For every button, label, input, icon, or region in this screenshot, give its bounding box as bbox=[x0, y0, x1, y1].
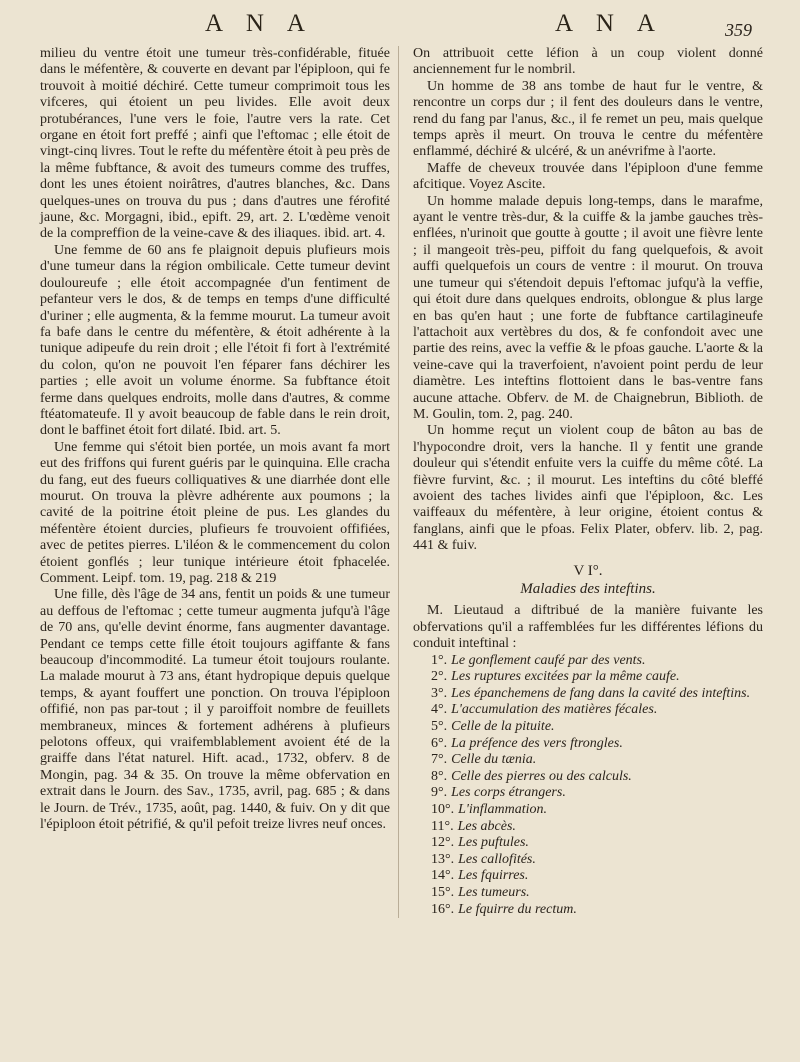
paragraph: Une fille, dès l'âge de 34 ans, fentit un poids & une tumeur au deffous de l'eftomac ; cette tumeur augmenta jufqu'à l'âge de 70 ans, qu'elle devint énorme, fans augmenter davantage. Pendant ce temps cette fille étoit toujours agiffante & fans beaucoup d'incommodité. La tumeur étoit toujours roulante. La malade mourut à 73 ans, étant hydropique depuis quelque temps, & ayant fouffert une ponction. On trouva l'épiploon offifié, non pas par-tout ; il y paroiffoit nombre de feuillets membraneux, minces & fortement adhérens à plufieurs pelotons offeux, qui vraifemblablement avoient été de la graiffe dans l'état naturel. Hift. acad., 1732, obferv. 8 de Mongin, pag. 34 & 35. On trouve la même obfervation en extrait dans le Journ. des Sav., 1735, avril, pag. 685 ; & dans le Journ. de Trév., 1735, août, pag. 1440, & fuiv. On y dit que l'épiploon étoit pétrifié, & qu'il pefoit treize livres neuf onces. bbox=[40, 587, 390, 833]
list-item: 13°. Les callofités. bbox=[431, 851, 536, 867]
paragraph: Une femme de 60 ans fe plaignoit depuis plufieurs mois d'une tumeur dans la région ombilicale. Cette tumeur devint douloureufe ; elle étoit accompagnée d'un fentiment de pefanteur vers le dos, & de temps en temps d'une difficulté d'uriner ; elle augmenta, & la femme mourut. La tumeur avoit fa bafe dans le centre du méfentère, & étoit adhérente à la tunique adipeufe du rein droit ; elle l'étoit fi fort à l'extrémité du colon, qu'on ne pouvoit l'en féparer fans déchirer les parties ; elle avoit un volume énorme. Sa fubftance étoit ferme dans quelques endroits, molle dans d'autres, & comme ftéatomateufe. Il y avoit beaucoup de fable dans le rein droit, dont le baffinet étoit fort dilaté. Ibid. art. 5. bbox=[40, 242, 390, 439]
list-item: 8°. Celle des pierres ou des calculs. bbox=[431, 768, 632, 784]
list-item: 3°. Les épanchemens de fang dans la cavité des inteftins. bbox=[431, 685, 751, 701]
page-number: 359 bbox=[725, 20, 752, 40]
list-item: 9°. Les corps étrangers. bbox=[431, 785, 566, 801]
paragraph: milieu du ventre étoit une tumeur très-confidérable, fituée dans le méfentère, & couverte en devant par l'épiploon, qui fe trouvoit à moitié déchiré. Cette tumeur comprimoit tous les vifceres, qui étoient un peu livides. Elle avoit deux protubérances, l'une vers le foie, l'autre vers la rate. Cet organe en étoit fort preffé ; ainfi que l'eftomac ; elle étoit de vingt-cinq livres. Tout le refte du méfentère étoit à peu près de la même fubftance, & avoit des tumeurs comme des truffes, dont les unes étoient noirâtres, d'autres blanches, &c. Dans quelques-unes on trouva du pus ; dans d'autres une férofité jaune, &c. Morgagni, ibid., epift. 29, art. 2. L'œdème venoit de la compreffion de la veine-cave & des iliaques. ibid. art. 4. bbox=[40, 46, 390, 242]
paragraph: Un homme reçut un violent coup de bâton au bas de l'hypocondre droit, vers la hanche. Il y fentit une grande douleur qui s'étendit enfuite vers la cuiffe du même côté. La fièvre furvint, &c. ; il mourut. Les inteftins du côté bleffé avoient des taches livides ainfi que l'épiploon, &c. Les vaiffeaux du méfentère, à leur origine, étoient contus & fanglans, ainfi que le pfoas. Felix Plater, obferv. lib. 2, pag. 441 & fuiv. bbox=[413, 423, 763, 554]
left-column bbox=[40, 46, 399, 918]
paragraph: On attribuoit cette léfion à un coup violent donné anciennement fur le nombril. bbox=[413, 46, 763, 78]
list-item: 6°. La préfence des vers ftrongles. bbox=[431, 735, 623, 751]
list-item: 11°. Les abcès. bbox=[431, 818, 516, 834]
section-number: V I°. bbox=[573, 562, 603, 579]
running-head-left: A N A bbox=[205, 10, 314, 37]
list-item: 1°. Le gonflement caufé par des vents. bbox=[431, 652, 646, 668]
paragraph: Une femme qui s'étoit bien portée, un mois avant fa mort eut des friffons qui furent guéris par le quinquina. Elle cracha du fang, eut des fueurs colliquatives & une diarrhée dont elle mourut. On trouva la plèvre adhérente aux poumons ; la cavité de la poitrine étoit pleine de pus. Les glandes du méfentère étoient durcies, plufieurs fe trouvoient offifiées, avec de petites pierres. L'iléon & le commencement du colon étoient gonflés ; leur tunique intérieure étoit fphacelée. Comment. Leipf. tom. 19, pag. 218 & 219 bbox=[40, 439, 390, 586]
maladies-list bbox=[413, 653, 763, 919]
list-item: 14°. Les fquirres. bbox=[431, 868, 529, 884]
paragraph: Un homme de 38 ans tombe de haut fur le ventre, & rencontre un corps dur ; il fent des douleurs dans le ventre, rend du fang par l'anus, &c., il fe remet un peu, mais quelque temps après il meurt. On trouva le centre du méfentère enflammé, déchiré & ulcéré, & un anévrifme à l'aorte. bbox=[413, 78, 763, 160]
paragraph: Un homme malade depuis long-temps, dans le marafme, ayant le ventre très-dur, & la cuiffe & la jambe gauches très-enflées, n'urinoit que goutte à goutte ; il avoit une fièvre lente ; il mangeoit très-peu, piffoit du fang quelquefois, & avoit auffi quelquefois un cours de ventre : il mourut. On trouva une tumeur qui s'étendoit depuis l'eftomac jufqu'à la veffie, qui étoit dure dans quelques endroits, oblongue & plus large en bas qu'en haut ; une forte de fubftance cartilagineufe l'attachoit aux vertèbres du dos, & fe confondoit avec une partie des reins, avec la veffie & le pfoas gauche. L'aorte & la veine-cave qui la traverfoient, n'avoient point perdu de leur diamètre. Les inteftins flottoient dans le bas-ventre fans aucune attache. Obferv. de M. de Chaignebrun, Biblioth. de M. Goulin, tom. 2, pag. 240. bbox=[413, 193, 763, 422]
list-item: 10°. L'inflammation. bbox=[431, 801, 548, 817]
section-intro: M. Lieutaud a diftribué de la manière fuivante les obfervations qu'il a raffemblées fur les différentes léfions du conduit inteftinal : bbox=[413, 603, 763, 652]
running-head-right: A N A bbox=[555, 10, 664, 37]
section-title: Maladies des inteftins. bbox=[520, 581, 656, 597]
running-head bbox=[40, 8, 782, 46]
list-item: 2°. Les ruptures excitées par la même caufe. bbox=[431, 669, 680, 685]
list-item: 4°. L'accumulation des matières fécales. bbox=[431, 702, 658, 718]
list-item: 12°. Les puftules. bbox=[431, 835, 529, 851]
list-item: 7°. Celle du tænia. bbox=[431, 752, 537, 768]
right-column bbox=[413, 46, 763, 918]
list-item: 16°. Le fquirre du rectum. bbox=[431, 901, 577, 917]
list-item: 5°. Celle de la pituite. bbox=[431, 719, 555, 734]
paragraph: Maffe de cheveux trouvée dans l'épiploon d'une femme afcitique. Voyez Ascite. bbox=[413, 160, 763, 193]
text-columns bbox=[40, 46, 782, 918]
list-item: 15°. Les tumeurs. bbox=[431, 884, 530, 900]
